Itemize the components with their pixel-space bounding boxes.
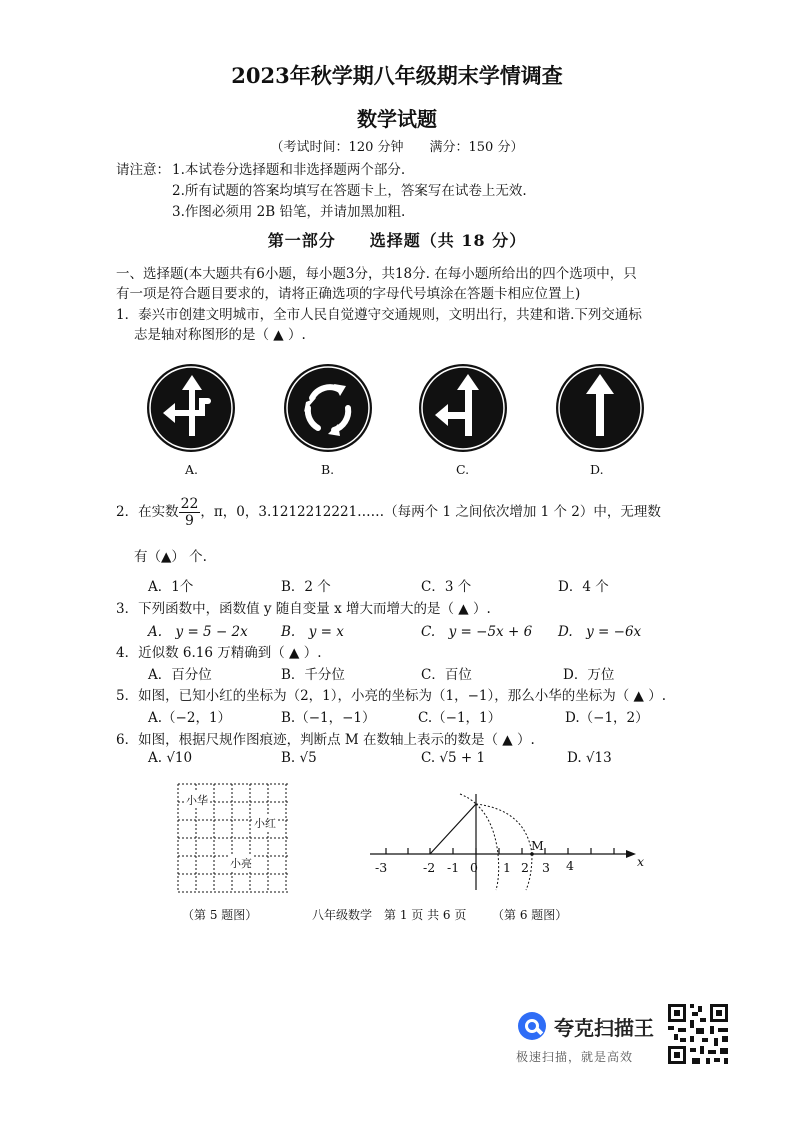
q1-label-c: C. [456,462,470,477]
q4-option-a: A．百分位 [148,667,212,683]
q5-option-b: B.（−1，−1） [281,710,376,726]
q2-fraction [179,496,201,529]
note-item-3: 3.作图必须用 2B 铅笔，并请加黑加粗. [172,204,406,220]
q3-stem: 3．下列函数中，函数值 y 随自变量 x 增大而增大的是（ ▲ ）. [116,601,491,617]
figure6-tick-minus1: -1 [447,860,460,875]
exam-title: 2023年秋学期八年级期末学情调查 [231,63,563,88]
note-item-1: 1.本试卷分选择题和非选择题两个部分. [172,162,406,178]
quark-logo-icon [516,1010,548,1042]
sign-a-straight-left-icon [145,358,237,458]
q6-stem: 6．如图，根据尺规作图痕迹，判断点 M 在数轴上表示的数是（ ▲ ）. [116,732,535,748]
q5-stem: 5．如图，已知小红的坐标为（2，1），小亮的坐标为（1，−1），那么小华的坐标为（ ▲ ）. [116,688,667,704]
q6-option-d: D. √13 [567,750,612,766]
watermark-slogan: 极速扫描，就是高效 [516,1050,634,1064]
q1-label-d: D. [590,462,604,477]
page-footer: 八年级数学 第 1 页 共 6 页 [312,908,467,922]
q2-fraction-numerator: 22 [180,496,199,512]
figure5-label-xiaohua: 小华 [186,794,208,807]
notes-prefix: 请注意： [116,162,170,178]
figure6-tick-3: 3 [542,860,550,875]
figure6-tick-1: 1 [503,860,511,875]
figure6-tick-minus3: -3 [375,860,388,875]
q2-option-d: D．4 个 [558,579,609,595]
q4-option-c: C．百位 [421,667,472,683]
q2-option-c: C．3 个 [421,579,472,595]
note-item-2: 2.所有试题的答案均填写在答题卡上，答案写在试卷上无效. [172,183,527,199]
q4-option-b: B．千分位 [281,667,345,683]
q3-option-b: B. y = x [281,624,344,640]
figure6-number-line [366,786,646,896]
watermark-brand: 夸克扫描王 [554,1016,654,1040]
sign-b-roundabout-icon [282,358,374,458]
section-intro-line2: 有一项是符合题目要求的，请将正确选项的字母代号填涂在答题卡相应位置上) [116,286,581,302]
q2-option-a: A．1个 [148,579,194,595]
q2-stem-line2: 有（▲） 个. [134,549,207,565]
section-title: 第一部分 选择题（共 18 分） [267,231,527,250]
q3-option-a: A. y = 5 − 2x [148,624,248,640]
figure6-axis-x: x [637,854,645,869]
qr-code-icon [666,1002,730,1066]
figure6-point-m: M [531,838,544,853]
q6-option-b: B. √5 [281,750,317,766]
q2-option-b: B．2 个 [281,579,331,595]
q3-option-d: D. y = −6x [558,624,642,640]
q3-option-c: C. y = −5x + 6 [421,624,533,640]
q5-option-a: A.（−2，1） [148,710,232,726]
figure5-label-xiaohong: 小红 [254,817,276,830]
figure6-caption: （第 6 题图） [492,908,568,922]
exam-subtitle: 数学试题 [357,107,437,131]
q4-option-d: D．万位 [563,667,615,683]
figure5-caption: （第 5 题图） [182,908,258,922]
q2-stem-line1 [116,496,661,529]
q1-stem-line2: 志是轴对称图形的是（ ▲ ）. [134,327,306,343]
q2-prefix: 2．在实数 [116,504,179,520]
q1-label-b: B. [321,462,335,477]
q4-stem: 4．近似数 6.16 万精确到（ ▲ ）. [116,645,322,661]
q2-fraction-denominator: 9 [185,513,194,529]
q6-option-c: C. √5 + 1 [421,750,486,766]
sign-d-straight-icon [554,358,646,458]
q2-rest: ，π，0，3.1212212221……（每两个 1 之间依次增加 1 个 2）中，无理数 [200,504,661,520]
q6-option-a: A. √10 [148,750,193,766]
q5-option-d: D.（−1，2） [565,710,649,726]
section-intro-line1: 一、选择题(本大题共有6小题，每小题3分，共18分. 在每小题所给出的四个选项中，只 [116,266,637,282]
sign-c-straight-or-left-icon [417,358,509,458]
figure6-tick-0: 0 [470,860,478,875]
figure5-label-xiaoliang: 小亮 [230,857,252,870]
q1-label-a: A. [185,462,199,477]
figure6-tick-2: 2 [521,860,529,875]
q5-option-c: C.（−1，1） [418,710,502,726]
figure6-tick-minus2: -2 [423,860,436,875]
figure6-tick-4: 4 [566,858,574,873]
q1-stem-line1: 1．泰兴市创建文明城市，全市人民自觉遵守交通规则，文明出行，共建和谐.下列交通标 [116,307,642,323]
exam-info: （考试时间：120 分钟 满分：150 分） [270,140,524,155]
